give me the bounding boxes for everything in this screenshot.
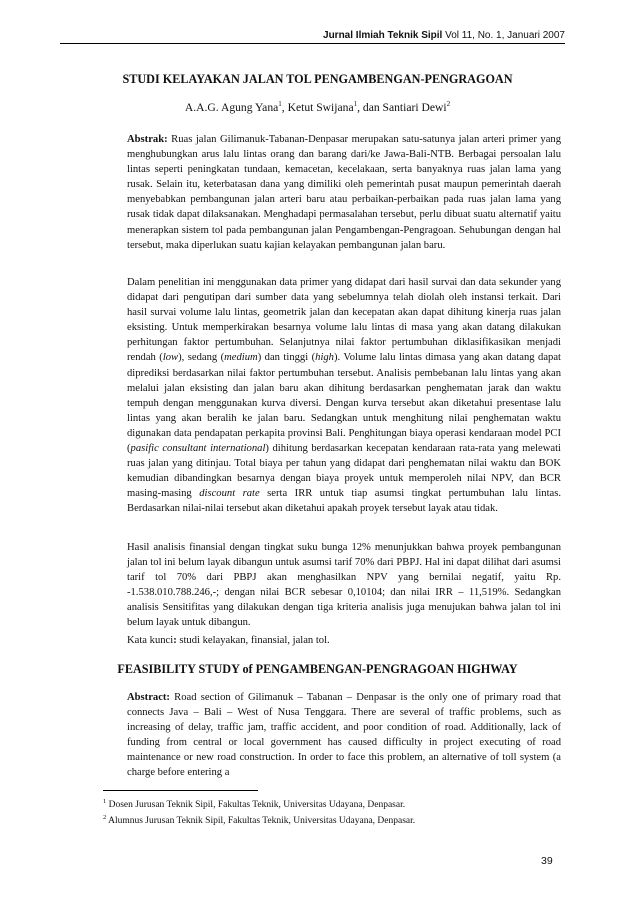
- author-3: , dan Santiari Dewi: [357, 100, 447, 114]
- footnote-2-mark: 2: [103, 814, 107, 821]
- abstrak-text-1: Ruas jalan Gilimanuk-Tabanan-Denpasar merupakan satu-satunya jalan arteri primer yang menghubungkan arus lalu lintas orang dan barang dari/ke Jawa-Bali-NTB. Berbagai persoalan lalu lintas seperti peningkatan tundaan, kemacetan, kecelakaan, serta banyaknya ruas jalan lama yang rusak. Selain itu, keterbatasan dana yang dimiliki oleh pemerintah pusat maupun pemerintah daerah menyebabkan pembangunan jalan arteri baru atau perbaikan-perbaikan pada ruas jalan lama yang rusak tidak dapat dilaksanakan. Menghadapi permasalahan tersebut, perlu dibuat suatu alternatif yaitu menerapkan sistem tol pada pembangunan jalan Pengambengan-Pengragoan. Sehubungan dengan hal tersebut, maka diperlukan suatu kajian kelayakan pembangunan jalan baru.: [127, 134, 561, 251]
- footnote-2: [103, 814, 415, 826]
- author-2-mark: 1: [353, 100, 358, 108]
- authors: [60, 100, 575, 114]
- abstrak-paragraph-1: [127, 132, 561, 253]
- keywords-label: Kata kunci: [127, 635, 174, 646]
- keywords-text: studi kelayakan, finansial, jalan tol.: [176, 635, 330, 646]
- abstract-en-text: Road section of Gilimanuk – Tabanan – Denpasar is the only one of primary road that connects Java – Bali – West of Nusa Tenggara. There are several of traffic problems, such as increasing of delay, traffic jam, traffic accident, and poor condition of road. Additionally, lack of funding from central or local government has caused difficulty in project executing of road maintenance or new road construction. In order to face this problem, an alternative of toll system (a charge before entering a: [127, 692, 561, 779]
- footnote-1-text: Dosen Jurusan Teknik Sipil, Fakultas Teknik, Universitas Udayana, Denpasar.: [106, 800, 406, 811]
- p2-part-e: ) dihitung berdasarkan kecepatan kendaraan rata-rata yang melewati ruas jalan yang ditinjau. Total biaya per tahun yang didapat dari penghematan nilai waktu dan BOK kemudian dibandingkan besarnya dengan biaya proyek untuk memperoleh nilai NPV, dan BCR masing-masing: [127, 443, 561, 500]
- author-1: A.A.G. Agung Yana: [184, 100, 279, 114]
- abstrak-paragraph-3: Hasil analisis finansial dengan tingkat suku bunga 12% menunjukkan bahwa proyek pembangunan jalan tol ini belum layak dibangun untuk asumsi tarif 70% dari PBPJ. Hal ini dapat dilihat dari asumsi tarif tol 70% dari PBPJ akan menghasilkan NPV yang bernilai negatif, yaitu Rp. -1.538.010.788.246,-; dengan nilai BCR sebesar 0,10104; dan nilai IRR – 11,519%. Sedangkan analisis Sensitifitas yang dilakukan dengan tiga kriteria analisis juga menujukan bahwa jalan tol ini belum layak untuk dibangun.: [127, 542, 561, 629]
- running-header: [60, 30, 565, 44]
- footnote-1: [103, 798, 405, 810]
- author-3-mark: 2: [446, 100, 451, 108]
- p2-low: low: [162, 352, 179, 364]
- author-2: , Ketut Swijana: [281, 100, 354, 114]
- journal-name: Jurnal Ilmiah Teknik Sipil: [323, 30, 443, 41]
- footnote-2-text: Alumnus Jurusan Teknik Sipil, Fakultas Teknik, Universitas Udayana, Denpasar.: [106, 816, 416, 827]
- abstract-en-label: Abstract:: [127, 692, 170, 703]
- author-1-mark: 1: [278, 100, 282, 108]
- p2-pci: pasific consultant international: [130, 443, 266, 455]
- p2-part-d: ). Volume lalu lintas dimasa yang akan datang dapat diprediksi berdasarkan nilai faktor pertumbuhan tersebut. Analisis pembebanan lalu lintas yang akan melalui jalan eksisting dan jalan baru akan dihitung berdasarkan penghematan jarak dan waktu tempuh dengan menggunakan kurva diversi. Dengan kurva tersebut akan diketahui presentase lalu lintas yang akan beralih ke jalan baru. Sedangkan untuk menghitung nilai penghematan waktu digunakan data pendapatan perkapita provinsi Bali. Penghitungan biaya operasi kendaraan model PCI (: [127, 352, 561, 455]
- p2-high: high: [315, 352, 334, 364]
- page-number: 39: [541, 855, 553, 867]
- footnote-1-mark: 1: [103, 798, 107, 805]
- abstract-en-paragraph: [127, 690, 561, 781]
- p2-part-c: ) dan tinggi (: [257, 352, 316, 364]
- keywords-colon: :: [173, 635, 177, 646]
- abstrak-paragraph-2: [127, 275, 561, 517]
- p2-part-f: serta IRR untuk tiap asumsi tingkat pertumbuhan lalu lintas. Berdasarkan nilai-nilai tersebut akan diketahui apakah proyek tersebut layak atau tidak.: [127, 488, 561, 515]
- p2-part-a: Dalam penelitian ini menggunakan data primer yang didapat dari hasil survai dan data sekunder yang didapat dari pengutipan dari sumber data yang sebelumnya telah diolah oleh instansi terkait. Dari hasil survai volume lalu lintas, geometrik jalan dan kecepatan akan dapat dihitung kinerja ruas jalan eksisting. Untuk memperkirakan besarnya volume lalu lintas di masa yang akan datang dilakukan perhitungan faktor pertumbuhan. Selanjutnya nilai faktor pertumbuhan diklasifikasikan menjadi rendah (: [127, 277, 561, 364]
- p2-discount-rate: discount rate: [199, 488, 260, 500]
- abstrak-label: Abstrak:: [127, 134, 168, 145]
- journal-issue: Vol 11, No. 1, Januari 2007: [442, 30, 565, 41]
- paper-title-en: FEASIBILITY STUDY of PENGAMBENGAN-PENGRAGOAN HIGHWAY: [117, 662, 518, 676]
- paper-title-id: STUDI KELAYAKAN JALAN TOL PENGAMBENGAN-PENGRAGOAN: [122, 72, 513, 86]
- footnote-rule: [103, 790, 258, 791]
- p2-medium: medium: [224, 352, 258, 364]
- p2-part-b: ), sedang (: [178, 352, 225, 364]
- keywords: [127, 633, 561, 648]
